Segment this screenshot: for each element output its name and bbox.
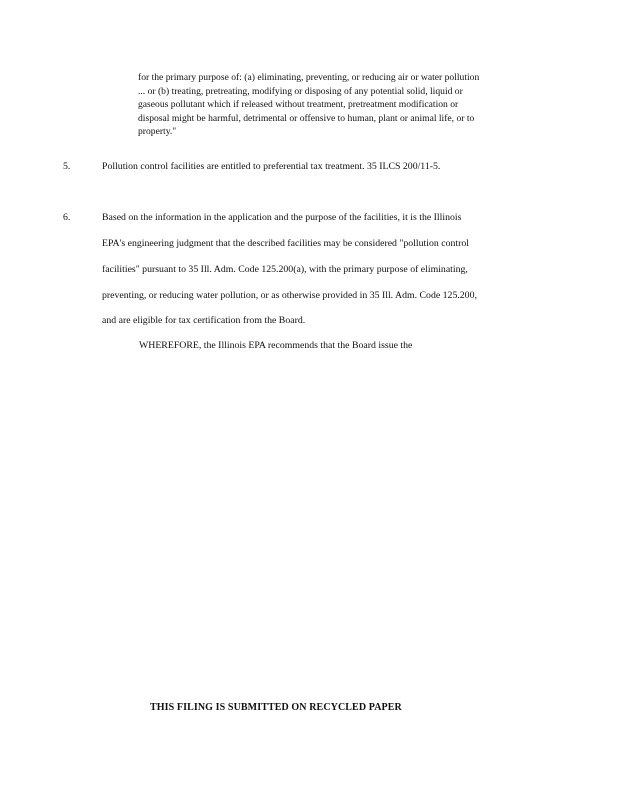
wherefore-clause: WHEREFORE, the Illinois EPA recommends that the Board issue the — [139, 340, 413, 351]
paragraph-6-line: and are eligible for tax certification from the Board. — [102, 315, 306, 326]
quote-line: property." — [138, 126, 177, 138]
quote-line: disposal might be harmful, detrimental or offensive to human, plant or animal life, or to — [138, 112, 475, 124]
quote-line: for the primary purpose of: (a) eliminating, preventing, or reducing air or water pollution — [138, 72, 480, 83]
paragraph-5-text: Pollution control facilities are entitled to preferential tax treatment. 35 ILCS 200/11-5. — [102, 161, 441, 172]
paragraph-6-line: facilities" pursuant to 35 Ill. Adm. Code 125.200(a), with the primary purpose of eliminating, — [102, 264, 468, 275]
quote-line: ... or (b) treating, pretreating, modifying or disposing of any potential solid, liquid or — [138, 85, 463, 97]
regulation-quote — [138, 71, 538, 139]
paragraph-6-line: Based on the information in the application and the purpose of the facilities, it is the Illinois — [102, 212, 462, 223]
paragraph-5-number: 5. — [63, 161, 71, 172]
paragraph-6-number: 6. — [63, 212, 71, 223]
quote-line: gaseous pollutant which if released without treatment, pretreatment modification or — [138, 99, 459, 111]
paragraph-6-line: preventing, or reducing water pollution, or as otherwise provided in 35 Ill. Adm. Code 125.200, — [102, 290, 477, 301]
recycled-paper-footer: THIS FILING IS SUBMITTED ON RECYCLED PAPER — [150, 702, 402, 713]
paragraph-6-line: EPA's engineering judgment that the described facilities may be considered "pollution control — [102, 238, 469, 249]
